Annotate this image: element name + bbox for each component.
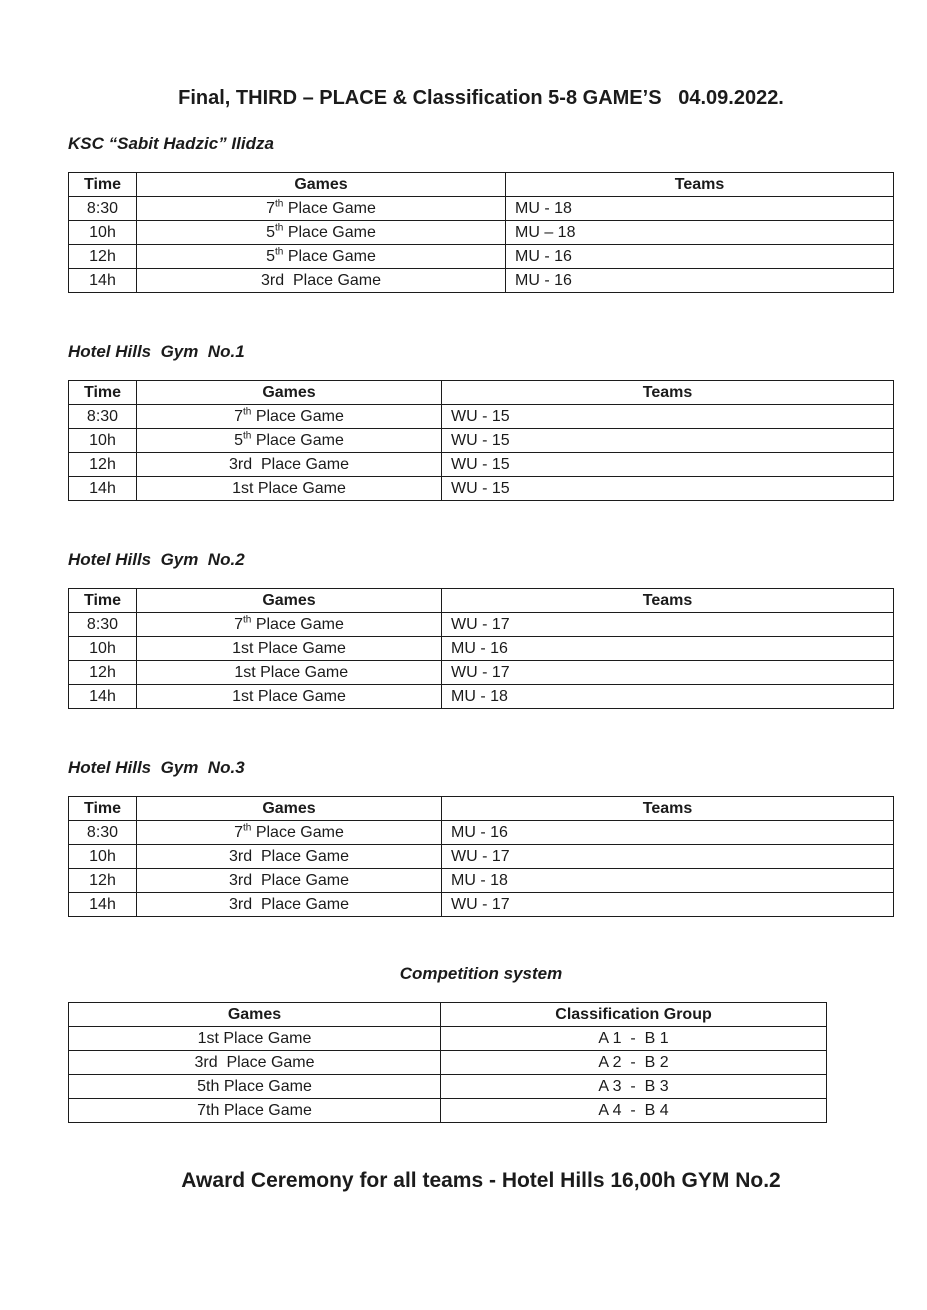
- time-cell: 10h: [69, 221, 137, 245]
- column-header-games: Games: [137, 381, 442, 405]
- team-cell: MU - 16: [506, 245, 894, 269]
- time-cell: 12h: [69, 245, 137, 269]
- column-header-time: Time: [69, 589, 137, 613]
- time-cell: 12h: [69, 661, 137, 685]
- schedule-table-hotel-hills-gym-3: [68, 796, 894, 917]
- schedule-table-hotel-hills-gym-1: [68, 380, 894, 501]
- team-cell: WU - 15: [442, 429, 894, 453]
- team-cell: WU - 15: [442, 453, 894, 477]
- time-cell: 14h: [69, 269, 137, 293]
- game-cell: 3rd Place Game: [137, 869, 442, 893]
- game-cell: 5th Place Game: [69, 1075, 441, 1099]
- team-cell: MU - 18: [506, 197, 894, 221]
- team-cell: WU - 15: [442, 405, 894, 429]
- table-row: [69, 477, 894, 501]
- game-cell: 3rd Place Game: [137, 453, 442, 477]
- table-row: [69, 245, 894, 269]
- group-cell: A 3 - B 3: [441, 1075, 827, 1099]
- venue-heading-hotel-hills-gym-1: Hotel Hills Gym No.1: [68, 342, 245, 361]
- venue-heading-hotel-hills-gym-3: Hotel Hills Gym No.3: [68, 758, 245, 777]
- time-cell: 12h: [69, 869, 137, 893]
- time-cell: 14h: [69, 477, 137, 501]
- table-row: [69, 1051, 827, 1075]
- time-cell: 8:30: [69, 197, 137, 221]
- game-cell: 7th Place Game: [137, 405, 442, 429]
- game-cell: 3rd Place Game: [137, 845, 442, 869]
- column-header-games: Games: [137, 797, 442, 821]
- game-cell: 1st Place Game: [69, 1027, 441, 1051]
- header-row: [69, 381, 894, 405]
- time-cell: 10h: [69, 845, 137, 869]
- table-row: [69, 869, 894, 893]
- team-cell: MU - 16: [442, 821, 894, 845]
- column-header-games: Games: [137, 173, 506, 197]
- competition-table-body: [69, 1027, 827, 1123]
- table-row: [69, 1099, 827, 1123]
- header-row: [69, 1003, 827, 1027]
- team-cell: MU - 16: [506, 269, 894, 293]
- team-cell: WU - 17: [442, 661, 894, 685]
- game-cell: 5th Place Game: [137, 245, 506, 269]
- table-row: [69, 845, 894, 869]
- game-cell: 3rd Place Game: [137, 893, 442, 917]
- header-row: [69, 797, 894, 821]
- game-cell: 7th Place Game: [137, 821, 442, 845]
- competition-system-table: [68, 1002, 827, 1123]
- game-cell: 1st Place Game: [137, 637, 442, 661]
- table-row: [69, 661, 894, 685]
- team-cell: MU - 18: [442, 869, 894, 893]
- time-cell: 8:30: [69, 405, 137, 429]
- table-row: [69, 197, 894, 221]
- team-cell: MU - 18: [442, 685, 894, 709]
- game-cell: 5th Place Game: [137, 221, 506, 245]
- time-cell: 8:30: [69, 613, 137, 637]
- schedule-table-body: [69, 821, 894, 917]
- team-cell: MU – 18: [506, 221, 894, 245]
- table-row: [69, 453, 894, 477]
- table-row: [69, 405, 894, 429]
- column-header-teams: Teams: [442, 797, 894, 821]
- header-row: [69, 589, 894, 613]
- column-header-teams: Teams: [442, 589, 894, 613]
- venue-heading-hotel-hills-gym-2: Hotel Hills Gym No.2: [68, 550, 245, 569]
- group-cell: A 4 - B 4: [441, 1099, 827, 1123]
- schedule-table-body: [69, 405, 894, 501]
- time-cell: 10h: [69, 637, 137, 661]
- table-row: [69, 1075, 827, 1099]
- table-row: [69, 637, 894, 661]
- group-cell: A 2 - B 2: [441, 1051, 827, 1075]
- game-cell: 3rd Place Game: [69, 1051, 441, 1075]
- table-row: [69, 685, 894, 709]
- team-cell: WU - 15: [442, 477, 894, 501]
- column-header-games: Games: [69, 1003, 441, 1027]
- column-header-time: Time: [69, 797, 137, 821]
- team-cell: WU - 17: [442, 613, 894, 637]
- column-header-time: Time: [69, 381, 137, 405]
- game-cell: 7th Place Game: [137, 613, 442, 637]
- game-cell: 7th Place Game: [137, 197, 506, 221]
- page-title: Final, THIRD – PLACE & Classification 5-8 GAME’S 04.09.2022.: [178, 87, 784, 109]
- schedule-table-body: [69, 613, 894, 709]
- game-cell: 1st Place Game: [137, 477, 442, 501]
- column-header-teams: Teams: [442, 381, 894, 405]
- column-header-classification-group: Classification Group: [441, 1003, 827, 1027]
- table-row: [69, 269, 894, 293]
- group-cell: A 1 - B 1: [441, 1027, 827, 1051]
- header-row: [69, 173, 894, 197]
- table-row: [69, 821, 894, 845]
- award-ceremony-note: Award Ceremony for all teams - Hotel Hills 16,00h GYM No.2: [181, 1169, 781, 1192]
- venue-heading-ksc-ilidza: KSC “Sabit Hadzic” Ilidza: [68, 134, 274, 153]
- team-cell: MU - 16: [442, 637, 894, 661]
- schedule-table-body: [69, 197, 894, 293]
- time-cell: 8:30: [69, 821, 137, 845]
- table-row: [69, 221, 894, 245]
- table-row: [69, 1027, 827, 1051]
- time-cell: 14h: [69, 685, 137, 709]
- game-cell: 1st Place Game: [137, 685, 442, 709]
- team-cell: WU - 17: [442, 845, 894, 869]
- column-header-games: Games: [137, 589, 442, 613]
- time-cell: 10h: [69, 429, 137, 453]
- game-cell: 1st Place Game: [137, 661, 442, 685]
- team-cell: WU - 17: [442, 893, 894, 917]
- schedule-table-ksc-ilidza: [68, 172, 894, 293]
- column-header-teams: Teams: [506, 173, 894, 197]
- table-row: [69, 893, 894, 917]
- time-cell: 14h: [69, 893, 137, 917]
- table-row: [69, 613, 894, 637]
- table-row: [69, 429, 894, 453]
- column-header-time: Time: [69, 173, 137, 197]
- game-cell: 7th Place Game: [69, 1099, 441, 1123]
- time-cell: 12h: [69, 453, 137, 477]
- game-cell: 3rd Place Game: [137, 269, 506, 293]
- competition-system-heading: Competition system: [399, 964, 563, 983]
- game-cell: 5th Place Game: [137, 429, 442, 453]
- schedule-table-hotel-hills-gym-2: [68, 588, 894, 709]
